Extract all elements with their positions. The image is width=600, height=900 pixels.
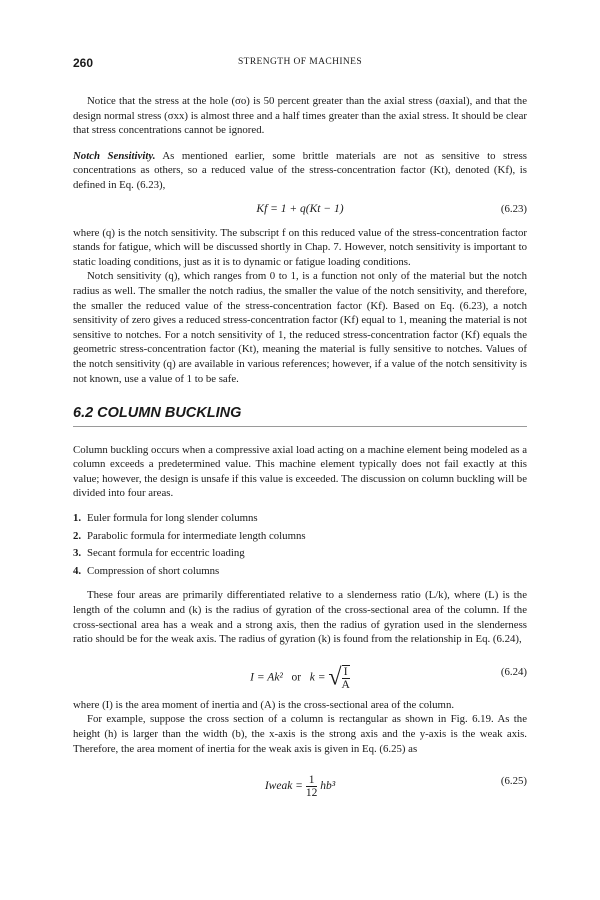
eq625-lhs: Iweak = xyxy=(264,780,303,793)
square-root: √ $\frac{I}{A}$ xyxy=(328,664,350,691)
list-item: 2. Parabolic formula for intermediate length columns xyxy=(73,529,306,542)
eq623-number: (6.23) xyxy=(500,202,527,215)
eq623-rhs: = 1 + q(Kt − 1) xyxy=(270,202,344,215)
paragraph-notch-definition: where (q) is the notch sensitivity. The subscript f on this reduced value of the stress-concentration factor stands for fatigue, which will be discussed shortly in Chap. 7. However, notch sensitivity is important to static loading conditions, just as it is to dynamic or fatigue loading conditions. xyxy=(73,226,527,268)
eq624-denominator: A xyxy=(341,678,350,691)
paragraph-notch-sensitivity xyxy=(73,149,527,193)
eq623-lhs: Kf xyxy=(256,202,268,215)
eq624-number: (6.24) xyxy=(500,665,527,678)
running-title: STRENGTH OF MACHINES xyxy=(237,57,363,67)
eq625-fraction xyxy=(306,774,318,799)
paragraph-column-buckling: Column buckling occurs when a compressive axial load acting on a machine element being modeled as a column exceeds a predetermined value. This machine element typically does not fail exactly at this value; however, the design is unsafe if this value is exceeded. The discussion on column buckling will be divided into four areas. xyxy=(73,443,527,500)
paragraph-notch-sensitivity-text: As mentioned earlier, some brittle materials are not as sensitive to stress concentrations as others, so a reduced value of the stress-concentration factor (Kt), denoted (Kf), is defined in Eq. (6.23), xyxy=(73,149,527,191)
paragraph-slenderness: These four areas are primarily differentiated relative to a slenderness ratio (L/k), where (L) is the length of the column and (k) is the radius of gyration of the cross-sectional area of the column. If the cross-sectional area has a weak and a strong axis, then the radius of gyration used in the slenderness ratio should be for the weak axis. The radius of gyration (k) is found from the relationship in Eq. (6.24), xyxy=(73,589,527,646)
list-item: 3. Secant formula for eccentric loading xyxy=(73,547,245,560)
page-body xyxy=(73,94,527,807)
equation-6-24 xyxy=(73,653,527,693)
eq624-part1: I = Ak² xyxy=(250,671,283,684)
eq625-rhs: hb³ xyxy=(320,780,336,793)
eq624-numerator: I xyxy=(342,666,350,679)
runin-heading: Notch Sensitivity. xyxy=(73,149,156,162)
eq625-number: (6.25) xyxy=(500,775,527,788)
equation-6-25 xyxy=(73,762,527,802)
eq624-or: or xyxy=(291,671,302,684)
section-heading-rule xyxy=(73,406,527,427)
buckling-areas-list xyxy=(73,511,527,578)
list-item: 4. Compression of short columns xyxy=(73,564,220,577)
page-number: 260 xyxy=(73,56,94,70)
paragraph-inertia-definition: where (I) is the area moment of inertia and (A) is the cross-sectional area of the column. xyxy=(73,698,455,711)
eq624-part2: k = xyxy=(309,671,326,684)
list-item: 1. Euler formula for long slender columns xyxy=(73,512,258,525)
paragraph-rectangular-example: For example, suppose the cross section of a column is rectangular as shown in Fig. 6.19. As the height (h) is larger than the width (b), the x-axis is the strong axis and the y-axis is the weak axis. Therefore, the area moment of inertia for the weak axis is given in Eq. (6.25) as xyxy=(73,713,527,755)
paragraph-stress-comparison: Notice that the stress at the hole (σo) is 50 percent greater than the axial stress (σaxial), and that the design normal stress (σxx) is almost three and a half times greater than the axial stress. It should be clear that stress concentrations cannot be ignored. xyxy=(73,95,527,137)
eq625-denominator: 12 xyxy=(305,787,318,800)
eq625-numerator: 1 xyxy=(306,774,318,787)
page-header xyxy=(73,56,527,72)
section-heading: 6.2 COLUMN BUCKLING xyxy=(73,405,242,422)
paragraph-notch-range: Notch sensitivity (q), which ranges from 0 to 1, is a function not only of the material but the notch radius as well. The smaller the notch radius, the smaller the value of the notch sensitivity, and therefore, the smaller the reduced value of the stress-concentration factor (Kf). Based on Eq. (6.23), a notch sensitivity of zero gives a reduced stress-concentration factor (Kf) equal to 1, meaning the material is not sensitive to notches. For a notch sensitivity of 1, the reduced stress-concentration factor (Kf) equals the geometric stress-concentration factor (Kt), meaning the material is fully sensitive to notches. Values of the notch sensitivity (q) are available in various references; however, if a value of the notch sensitivity is not known, use a value of 1 to be safe. xyxy=(73,270,527,385)
equation-6-23 xyxy=(73,199,527,221)
